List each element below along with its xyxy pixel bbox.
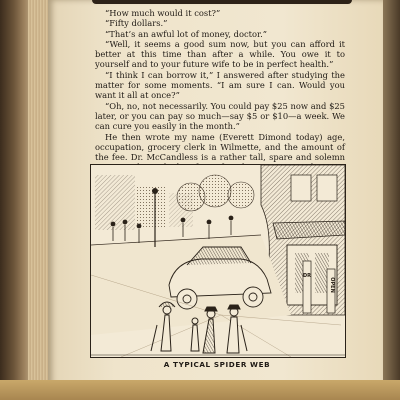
sign-right-text: OPEN — [329, 277, 335, 293]
sign-left-text: DR — [302, 273, 312, 279]
page-stack — [28, 0, 50, 400]
page-right-shadow — [383, 0, 400, 400]
paragraph: “How much would it cost?” — [105, 8, 221, 18]
body-text — [95, 8, 345, 183]
illustration-caption: A TYPICAL SPIDER WEB — [163, 360, 271, 369]
street-scene-illustration — [90, 164, 346, 358]
top-cut-edge — [92, 0, 352, 4]
paragraph: “Fifty dollars.” — [105, 18, 168, 29]
street-scene-drawing — [91, 165, 345, 357]
paragraph: “That’s an awful lot of money, doctor.” — [105, 28, 268, 39]
page-bottom-strip — [0, 380, 400, 400]
paragraph: He then wrote my name (Everett Dimond today) age, occupation, grocery clerk in Wilmette, and the amount of the fee. Dr. McCandless is a rather tall, spare and solemn — [95, 131, 345, 163]
paragraph: “I think I can borrow it,” I answered after studying the matter for some moments. “I am sure I can. Would you want it all at once?” — [95, 69, 345, 101]
paragraph: “Oh, no, not necessarily. You could pay $25 now and $25 later, or you can pay so much—say $5 or $10—a week. We can cure you easily in the month.” — [95, 100, 345, 132]
paragraph: “Well, it seems a good sum now, but you can afford it better at this time than after a while. You owe it to yourself and to your future wife to be in perfect health.” — [95, 38, 345, 70]
